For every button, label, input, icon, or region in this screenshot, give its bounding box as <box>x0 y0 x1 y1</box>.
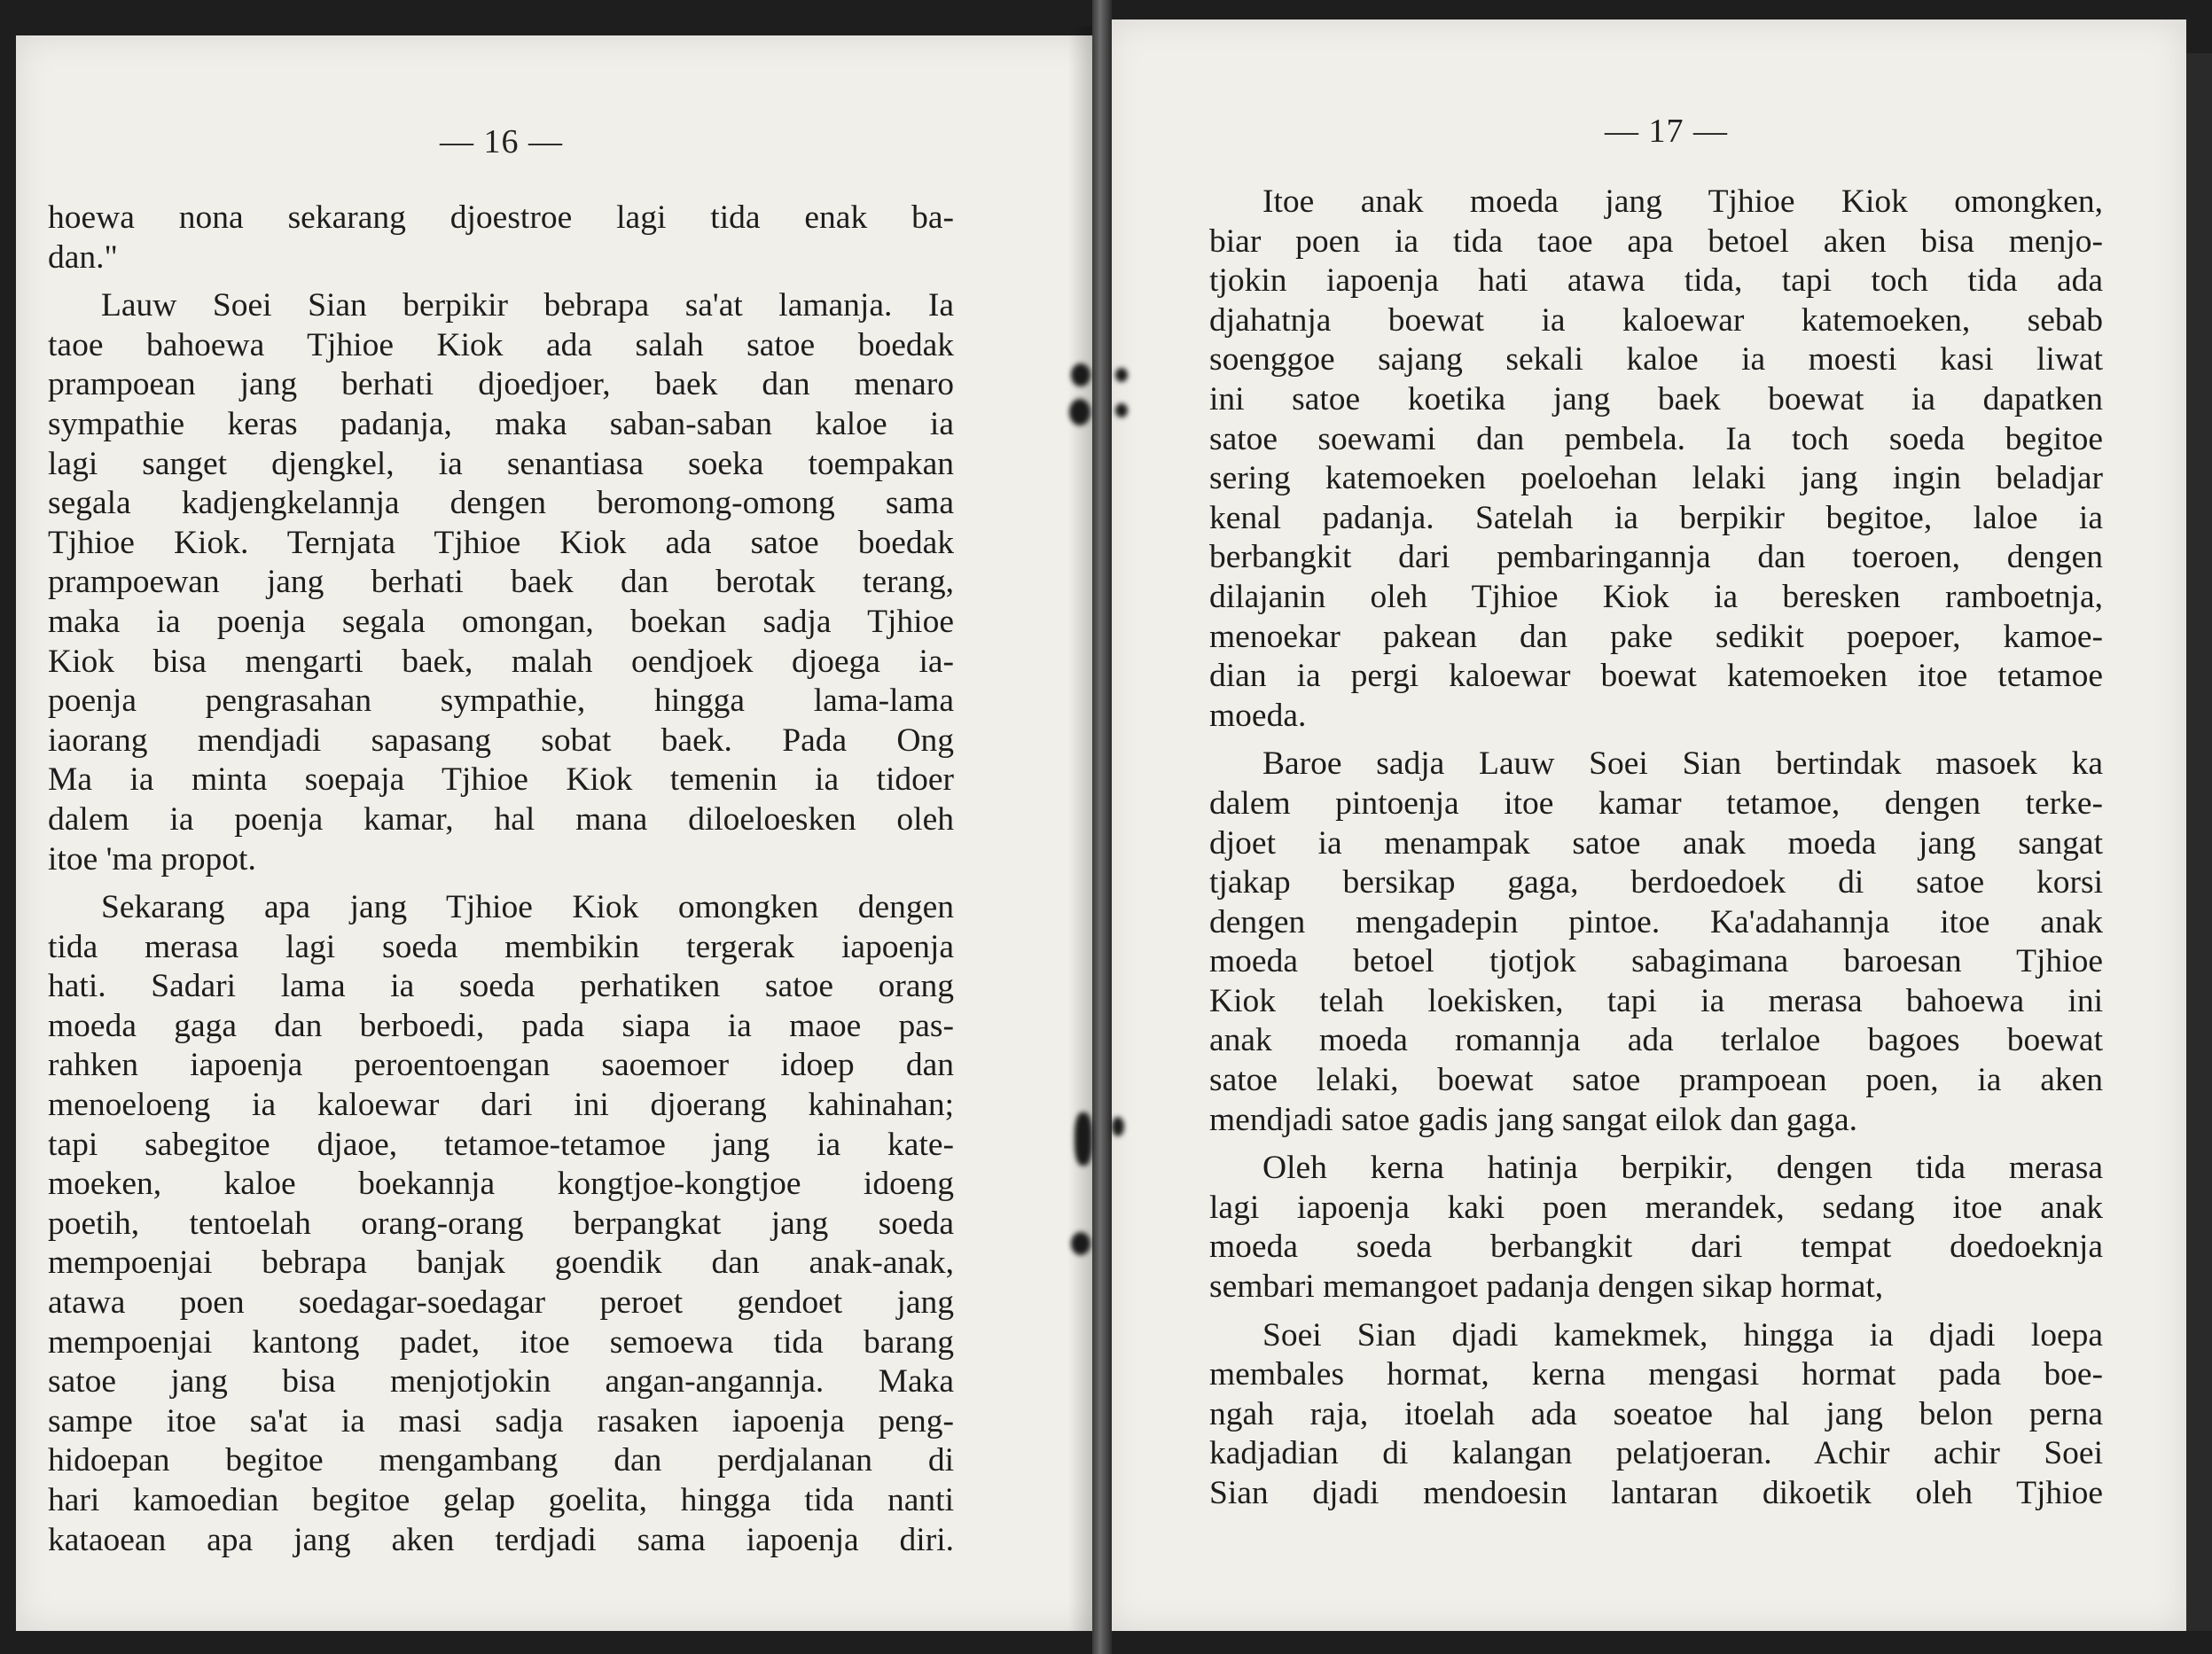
gutter-shadow <box>1068 27 1095 1631</box>
text-line: biar poen ia tida taoe apa betoel aken bisa menjo- <box>1209 222 2103 260</box>
text-line: Oleh kerna hatinja berpikir, dengen tida merasa <box>1262 1150 2103 1187</box>
text-line: prampoean jang berhati djoedjoer, baek dan menaro <box>48 366 954 403</box>
text-line: hoewa nona sekarang djoestroe lagi tida enak ba- <box>48 199 954 236</box>
text-line: tjakap bersikap gaga, berdoedoek di satoe korsi <box>1209 864 2103 901</box>
left-page-text <box>48 199 954 1560</box>
text-line: tida merasa lagi soeda membikin tergerak iapoenja <box>48 928 954 965</box>
text-line: menoekar pakean dan pake sedikit poepoer, kamoe- <box>1209 618 2103 655</box>
text-line: iaorang mendjadi sapasang sobat baek. Pada Ong <box>48 722 954 759</box>
left-page <box>16 35 1099 1631</box>
book-edge-shadow <box>2186 53 2212 1631</box>
text-line: mempoenjai kantong padet, itoe semoewa tida barang <box>48 1323 954 1361</box>
ink-blot <box>1071 1232 1090 1255</box>
ink-blot <box>1075 1112 1092 1166</box>
text-line: moeda soeda berbangkit dari tempat doedoeknja <box>1209 1229 2103 1266</box>
text-line: poetih, tentoelah orang-orang berpangkat jang soeda <box>48 1205 954 1242</box>
text-line: Kiok bisa mengarti baek, malah oendjoek djoega ia- <box>48 643 954 680</box>
text-line: moeda. <box>1209 697 1307 734</box>
text-line: poenja pengrasahan sympathie, hingga lama-lama <box>48 683 954 720</box>
text-line: Baroe sadja Lauw Soei Sian bertindak masoek ka <box>1262 745 2103 783</box>
text-line: kadjadian di kalangan pelatjoeran. Achir achir Soei <box>1209 1435 2103 1472</box>
text-line: sympathie keras padanja, maka saban-saban kaloe ia <box>48 405 954 442</box>
text-line: moeken, kaloe boekannja kongtjoe-kongtjoe idoeng <box>48 1166 954 1203</box>
text-line: ngah raja, itoelah ada soeatoe hal jang belon perna <box>1209 1395 2103 1432</box>
text-line: dian ia pergi kaloewar boewat katemoeken itoe tetamoe <box>1209 658 2103 695</box>
text-line: Lauw Soei Sian berpikir bebrapa sa'at lamanja. Ia <box>101 287 954 324</box>
text-line: dalem pintoenja itoe kamar tetamoe, dengen terke- <box>1209 784 2103 822</box>
text-line: moeda betoel tjotjok sabagimana baroesan Tjhioe <box>1209 943 2103 980</box>
text-line: membales hormat, kerna mengasi hormat pada boe- <box>1209 1356 2103 1393</box>
text-line: sembari memangoet padanja dengen sikap hormat, <box>1209 1268 1884 1306</box>
right-page <box>1106 20 2186 1631</box>
right-page-text <box>1209 183 2103 1514</box>
text-line: berbangkit dari pembaringannja dan toeroen, dengen <box>1209 539 2103 576</box>
text-line: itoe 'ma propot. <box>48 840 256 878</box>
text-line: rahken iapoenja peroentoengan saoemoer idoep dan <box>48 1047 954 1084</box>
text-line: sampe itoe sa'at ia masi sadja rasaken iapoenja peng- <box>48 1402 954 1439</box>
text-line: maka ia poenja segala omongan, boekan sadja Tjhioe <box>48 603 954 640</box>
left-page-number: — 16 — <box>440 123 563 160</box>
ink-blot <box>1115 368 1128 382</box>
text-line: anak moeda romannja ada terlaloe bagoes boewat <box>1209 1022 2103 1059</box>
ink-blot <box>1112 1117 1124 1136</box>
text-line: dilajanin oleh Tjhioe Kiok ia beresken ramboetnja, <box>1209 578 2103 615</box>
text-line: djoet ia menampak satoe anak moeda jang sangat <box>1209 824 2103 862</box>
text-line: satoe soewami dan pembela. Ia toch soeda begitoe <box>1209 420 2103 457</box>
text-line: hidoepan begitoe mengambang dan perdjalanan di <box>48 1442 954 1479</box>
text-line: lagi iapoenja kaki poen merandek, sedang itoe anak <box>1209 1189 2103 1226</box>
text-line: Itoe anak moeda jang Tjhioe Kiok omongken, <box>1262 183 2103 220</box>
text-line: dengen mengadepin pintoe. Ka'adahannja itoe anak <box>1209 903 2103 940</box>
text-line: tjokin iapoenja hati atawa tida, tapi toch tida ada <box>1209 262 2103 300</box>
text-line: Kiok telah loekisken, tapi ia merasa bahoewa ini <box>1209 982 2103 1019</box>
text-line: djahatnja boewat ia kaloewar katemoeken, sebab <box>1209 301 2103 339</box>
ink-blot <box>1115 403 1128 417</box>
text-line: moeda gaga dan berboedi, pada siapa ia maoe pas- <box>48 1007 954 1044</box>
text-line: ini satoe koetika jang baek boewat ia dapatken <box>1209 380 2103 417</box>
ink-blot <box>1071 363 1090 386</box>
text-line: Sian djadi mendoesin lantaran dikoetik oleh Tjhioe <box>1209 1475 2103 1511</box>
text-line: sering katemoeken poeloehan lelaki jang ingin beladjar <box>1209 460 2103 497</box>
text-line: Ma ia minta soepaja Tjhioe Kiok temenin ia tidoer <box>48 761 954 799</box>
text-line: dalem ia poenja kamar, hal mana diloeloesken oleh <box>48 800 954 838</box>
book-gutter <box>1092 0 1112 1654</box>
text-line: hari kamoedian begitoe gelap goelita, hingga tida nanti <box>48 1482 954 1518</box>
text-line: hati. Sadari lama ia soeda perhatiken satoe orang <box>48 968 954 1005</box>
text-line: Sekarang apa jang Tjhioe Kiok omongken dengen <box>101 889 954 926</box>
text-line: taoe bahoewa Tjhioe Kiok ada salah satoe boedak <box>48 326 954 363</box>
text-line: kataoean apa jang aken terdjadi sama iapoenja diri. <box>48 1521 954 1558</box>
text-line: satoe jang bisa menjotjokin angan-angannja. Maka <box>48 1363 954 1400</box>
right-page-number: — 17 — <box>1605 113 1728 150</box>
text-line: Soei Sian djadi kamekmek, hingga ia djadi loepa <box>1262 1316 2103 1354</box>
text-line: menoeloeng ia kaloewar dari ini djoerang kahinahan; <box>48 1087 954 1124</box>
text-line: soenggoe sajang sekali kaloe ia moesti kasi liwat <box>1209 341 2103 378</box>
text-line: mendjadi satoe gadis jang sangat eilok dan gaga. <box>1209 1101 1858 1138</box>
text-line: dan." <box>48 238 118 276</box>
text-line: atawa poen soedagar-soedagar peroet gendoet jang <box>48 1284 954 1322</box>
text-line: segala kadjengkelannja dengen beromong-omong sama <box>48 485 954 522</box>
text-line: Tjhioe Kiok. Ternjata Tjhioe Kiok ada satoe boedak <box>48 524 954 561</box>
text-line: prampoewan jang berhati baek dan berotak terang, <box>48 564 954 601</box>
text-line: satoe lelaki, boewat satoe prampoean poen, ia aken <box>1209 1062 2103 1099</box>
ink-blot <box>1069 399 1090 425</box>
text-line: kenal padanja. Satelah ia berpikir begitoe, laloe ia <box>1209 499 2103 536</box>
text-line: lagi sanget djengkel, ia senantiasa soeka toempakan <box>48 445 954 482</box>
text-line: mempoenjai bebrapa banjak goendik dan anak-anak, <box>48 1244 954 1282</box>
text-line: tapi sabegitoe djaoe, tetamoe-tetamoe jang ia kate- <box>48 1126 954 1163</box>
